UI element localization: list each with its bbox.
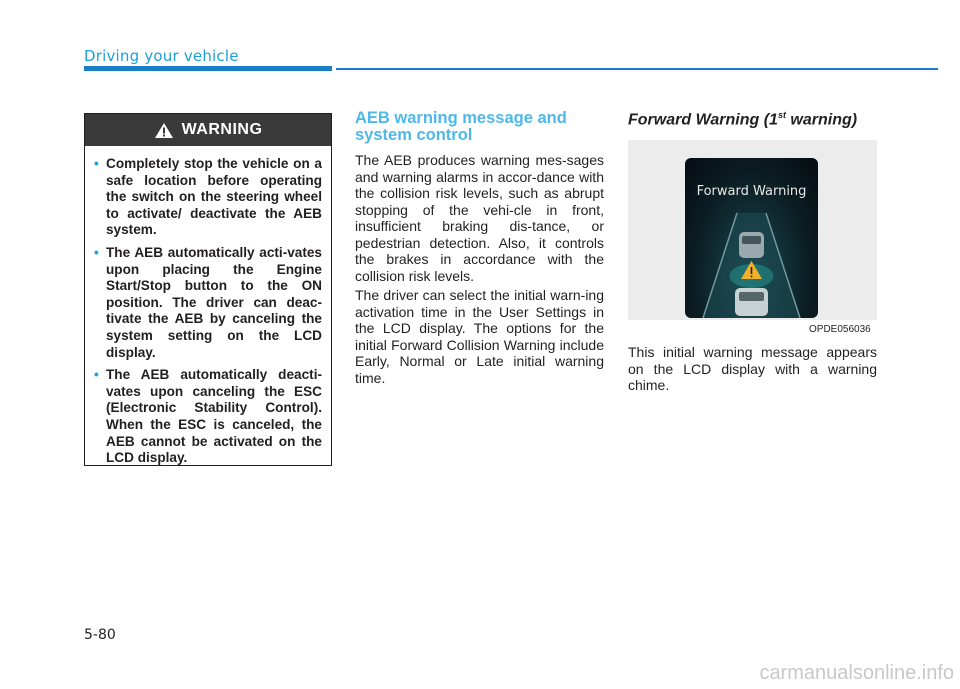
lcd-message: Forward Warning (696, 184, 807, 199)
lane-illustration (685, 158, 818, 318)
warning-box (84, 113, 332, 466)
warning-title: WARNING (181, 121, 263, 138)
forward-warning-paragraph: This initial warning message appears on the LCD display with a warning chime. (628, 344, 877, 393)
section-title: Driving your vehicle (84, 47, 239, 65)
heading-sup: st (777, 110, 786, 120)
aeb-section-heading: AEB warning message and system control (355, 109, 567, 144)
header-rule-thick (84, 66, 332, 71)
warning-header (85, 114, 331, 146)
warning-item (94, 245, 322, 361)
warning-item (94, 156, 322, 239)
forward-warning-heading (628, 110, 857, 129)
warning-item-text: The AEB automatically acti-vates upon placing the Engine Start/Stop button to the ON position. The driver can deac-tivate the AEB by canceling the system setting on the LCD display. (106, 244, 322, 360)
bullet-icon: • (94, 367, 99, 383)
figure-code: OPDE056036 (809, 324, 871, 335)
warning-item-text: The AEB automatically deacti-vates upon canceling the ESC (Electronic Stability Control). When the ESC is canceled, the AEB cannot be activated on the LCD display. (106, 367, 322, 466)
page-number: 5-80 (84, 627, 116, 643)
heading-post: warning) (785, 111, 858, 129)
warning-triangle-icon (154, 122, 174, 139)
aeb-paragraph-1: The AEB produces warning mes-sages and warning alarms in accor-dance with the collision risk levels, such as abrupt stopping of the vehi-cle in front, insufficient braking dis-tance, or pedestrian detection. Also, it controls the brakes in accordance with the collision risk levels. (355, 152, 604, 284)
bullet-icon: • (94, 244, 99, 260)
warning-item-text: Completely stop the vehicle on a safe location before operating the switch on the steering wheel to activate/ deactivate the AEB system. (106, 156, 322, 238)
lcd-screen (685, 158, 818, 318)
warning-list (85, 146, 331, 467)
aeb-paragraph-2: The driver can select the initial warn-ing activation time in the User Settings in the LCD display. The options for the initial Forward Collision Warning include Early, Normal or Late initial warning time. (355, 287, 604, 386)
watermark: carmanualsonline.info (759, 662, 954, 684)
header-rule-thin (336, 68, 938, 70)
warning-item (94, 367, 322, 467)
heading-pre: Forward Warning (1 (628, 111, 778, 129)
lcd-figure (628, 140, 877, 320)
bullet-icon: • (94, 156, 99, 171)
